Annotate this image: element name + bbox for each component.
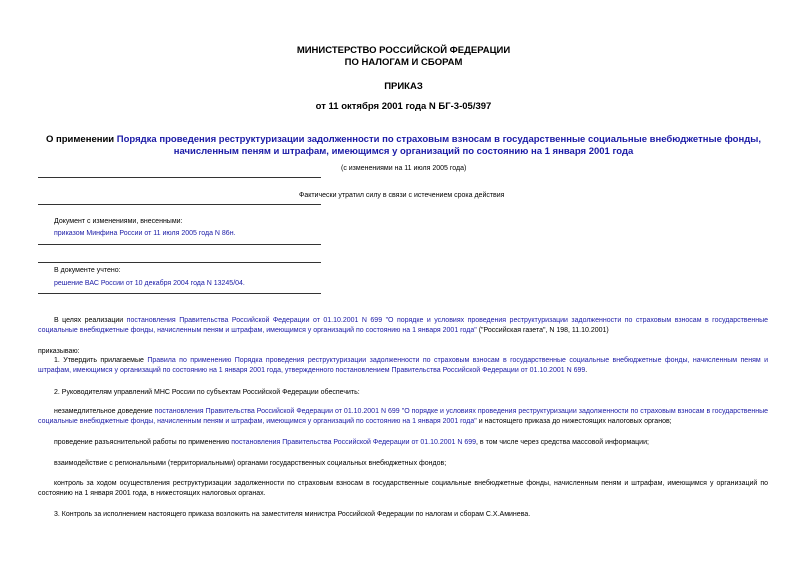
divider <box>38 293 321 294</box>
link-resolution-699-2[interactable]: постановления Правительства Российской Федерации от 01.10.2001 N 699 "О порядке и условиях проведения реструктуризации задолженности по страховым взносам в государственные социальные внебюджетные фонды, начисленным пеням и штрафам, имеющимся у организаций по состоянию на 1 января 2001 года" <box>38 408 769 425</box>
amendment-note: (с изменениями на 11 июля 2005 года) <box>341 165 467 172</box>
amended-by-label: Документ с изменениями, внесенными: <box>54 218 183 225</box>
link-resolution-699-3[interactable]: постановления Правительства Российской Федерации от 01.10.2001 N 699 <box>231 439 477 446</box>
divider <box>38 177 321 178</box>
paragraph-item-2: 2. Руководителям управлений МНС России по субъектам Российской Федерации обеспечить: <box>54 389 360 396</box>
divider <box>38 262 321 263</box>
considered-label: В документе учтено: <box>54 267 121 274</box>
document-title <box>30 134 777 158</box>
title-link-restructuring-procedure[interactable]: Порядка проведения реструктуризации задолженности по страховым взносам в государственные социальные внебюджетные фонды, начисленным пеням и штрафам, имеющимся у организаций по состоянию на 1 января 2001 года <box>116 134 762 157</box>
paragraph-item-1: 1. Утвердить прилагаемые Правила по применению Порядка проведения реструктуризации задолженности по страховым взносам в государственные социальные внебюджетные фонды, начисленным пеням и штрафам, имеющимся у организаций по состоянию на 1 января 2001 года, утвержденного постановлением Правительства Российской Федерации от 01.10.2001 N 699. <box>38 357 768 374</box>
divider <box>38 244 321 245</box>
amended-by-link[interactable]: приказом Минфина России от 11 июля 2005 года N 86н. <box>54 230 236 237</box>
paragraph-immediate-delivery: незамедлительное доведение постановления Правительства Российской Федерации от 01.10.2001 N 699 "О порядке и условиях проведения реструктуризации задолженности по страховым взносам в государственные социальные внебюджетные фонды, начисленным пеням и штрафам, имеющимся у организаций по состоянию на 1 января 2001 года" и настоящего приказа до нижестоящих налоговых органов; <box>38 408 769 425</box>
paragraph-explanatory-work: проведение разъяснительной работы по применению постановления Правительства Российской Федерации от 01.10.2001 N 699, в том числе через средства массовой информации; <box>54 439 649 446</box>
divider <box>38 204 321 205</box>
document-type: ПРИКАЗ <box>384 81 423 92</box>
paragraph-item-3: 3. Контроль за исполнением настоящего приказа возложить на заместителя министра Российской Федерации по налогам и сборам С.Х.Аминева. <box>54 511 531 518</box>
status-note: Фактически утратил силу в связи с истечением срока действия <box>299 192 505 199</box>
ministry-title-line2: ПО НАЛОГАМ И СБОРАМ <box>344 57 463 68</box>
ministry-title-line1: МИНИСТЕРСТВО РОССИЙСКОЙ ФЕДЕРАЦИИ <box>296 45 511 56</box>
paragraph-control-restructuring: контроль за ходом осуществления реструктуризации задолженности по страховым взносам в государственные социальные внебюджетные фонды, начисленным пеням и штрафам, имеющимся у организаций по состоянию на 1 января 2001 года, в нижестоящих налоговых органах. <box>38 480 768 497</box>
link-resolution-699[interactable]: постановления Правительства Российской Федерации от 01.10.2001 N 699 "О порядке и условиях проведения реструктуризации задолженности по страховым взносам в государственные социальные внебюджетные фонды, начисленным пеням и штрафам, имеющимся у организаций по состоянию на 1 января 2001 года" <box>38 317 768 334</box>
title-prefix: О применении <box>45 134 117 145</box>
paragraph-interaction: взаимодействие с региональными (территориальными) органами государственных социальных внебюджетных фондов; <box>54 460 447 467</box>
paragraph-preamble: В целях реализации постановления Правительства Российской Федерации от 01.10.2001 N 699 "О порядке и условиях проведения реструктуризации задолженности по страховым взносам в государственные социальные внебюджетные фонды, начисленным пеням и штрафам, имеющимся у организаций по состоянию на 1 января 2001 года" ("Российская газета", N 198, 11.10.2001) <box>38 317 768 334</box>
order-word: приказываю: <box>38 348 80 355</box>
document-date-number: от 11 октября 2001 года N БГ-3-05/397 <box>315 101 492 112</box>
considered-link[interactable]: решение ВАС России от 10 декабря 2004 года N 13245/04. <box>54 280 245 287</box>
link-application-rules[interactable]: Правила по применению Порядка проведения реструктуризации задолженности по страховым взносам в государственные социальные внебюджетные фонды, начисленным пеням и штрафам, имеющимся у организаций по состоянию на 1 января 2001 года, утвержденного постановлением Правительства Российской Федерации от 01.10.2001 N 699 <box>38 357 768 374</box>
